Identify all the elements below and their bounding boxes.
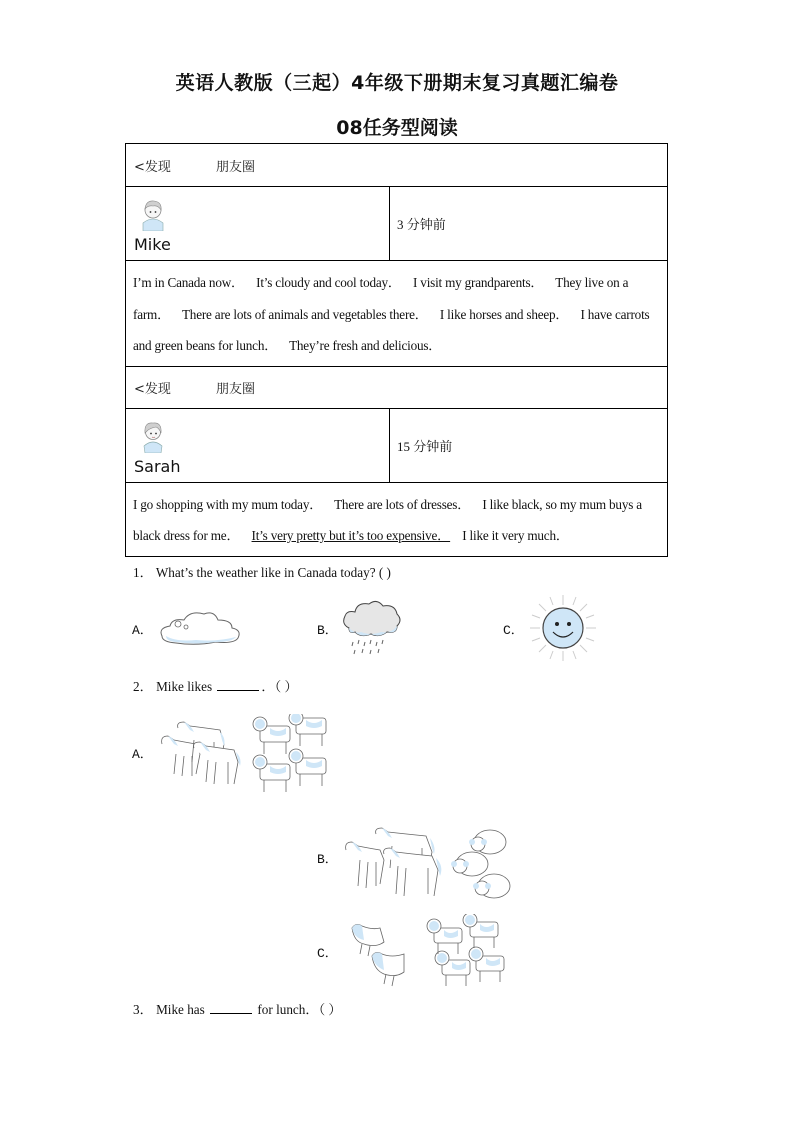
rainy-cloud-icon <box>341 598 403 656</box>
question-2 <box>133 676 298 695</box>
option-1b-label[interactable]: B． <box>317 623 338 638</box>
horses-and-cows-icon <box>156 714 336 796</box>
option-2a-label[interactable]: A． <box>132 747 153 762</box>
question-text: What’s the weather like in Canada today? ( ) <box>155 565 391 580</box>
post-body <box>126 260 667 366</box>
sentence: I have carrots and green beans for lunch． <box>133 306 650 353</box>
question-3 <box>133 999 342 1018</box>
hens-and-cows-icon <box>346 914 510 990</box>
sentence: There are lots of dresses． <box>334 496 471 512</box>
post-profile <box>126 186 667 260</box>
answer-blank[interactable] <box>210 1003 252 1014</box>
horses-and-sheep-icon <box>342 822 512 904</box>
boy-avatar-icon <box>136 197 170 231</box>
username: Sarah <box>134 456 181 476</box>
cloudy-icon <box>156 606 244 646</box>
answer-blank[interactable] <box>217 680 259 691</box>
sentence: They live on a farm． <box>133 275 629 322</box>
sentence: I visit my grandparents． <box>413 275 544 290</box>
underlined-sentence: It’s very pretty but it’s too expensive． <box>251 528 451 543</box>
moments-title: 朋友圈 <box>216 381 256 397</box>
sunny-icon <box>528 593 598 663</box>
post-header <box>126 366 667 408</box>
sentence: I like horses and sheep． <box>439 306 569 322</box>
question-text: Mike has <box>156 1002 205 1017</box>
sentence: There are lots of animals and vegetables there． <box>181 306 428 322</box>
sentence: I like black, so my mum buys a black dress for me． <box>133 496 642 543</box>
option-1c-label[interactable]: C． <box>503 623 524 638</box>
sentence: I’m in Canada now． <box>133 275 245 290</box>
post-body <box>126 482 667 556</box>
question-1 <box>133 562 391 581</box>
option-2c-label[interactable]: C． <box>317 946 338 961</box>
post-time: 15 分钟前 <box>397 438 453 454</box>
question-number: 2． <box>133 679 153 694</box>
post-header <box>126 144 667 186</box>
question-text: Mike likes <box>156 679 213 694</box>
back-link[interactable]: <发现 <box>134 381 171 397</box>
back-link[interactable]: <发现 <box>134 159 171 175</box>
sentence: I like it very much． <box>462 528 569 543</box>
post-time: 3 分钟前 <box>397 217 446 232</box>
question-text-suffix: ．（ ） <box>261 679 298 694</box>
question-text-suffix: for lunch．（ ） <box>257 1002 342 1017</box>
sentence: I go shopping with my mum today． <box>133 496 323 512</box>
moments-title: 朋友圈 <box>216 159 256 175</box>
post-profile <box>126 408 667 482</box>
document-title: 英语人教版（三起）4年级下册期末复习真题汇编卷 <box>175 72 619 94</box>
sentence: They’re fresh and delicious． <box>289 338 442 353</box>
option-2b-label[interactable]: B． <box>317 852 338 867</box>
username: Mike <box>134 235 171 254</box>
document-subtitle: 08任务型阅读 <box>336 117 458 139</box>
girl-avatar-icon <box>136 419 170 453</box>
question-number: 1． <box>133 565 153 580</box>
question-number: 3． <box>133 1002 153 1017</box>
reading-table <box>125 143 668 557</box>
sentence: It’s cloudy and cool today． <box>256 275 401 290</box>
option-1a-label[interactable]: A． <box>132 623 153 638</box>
